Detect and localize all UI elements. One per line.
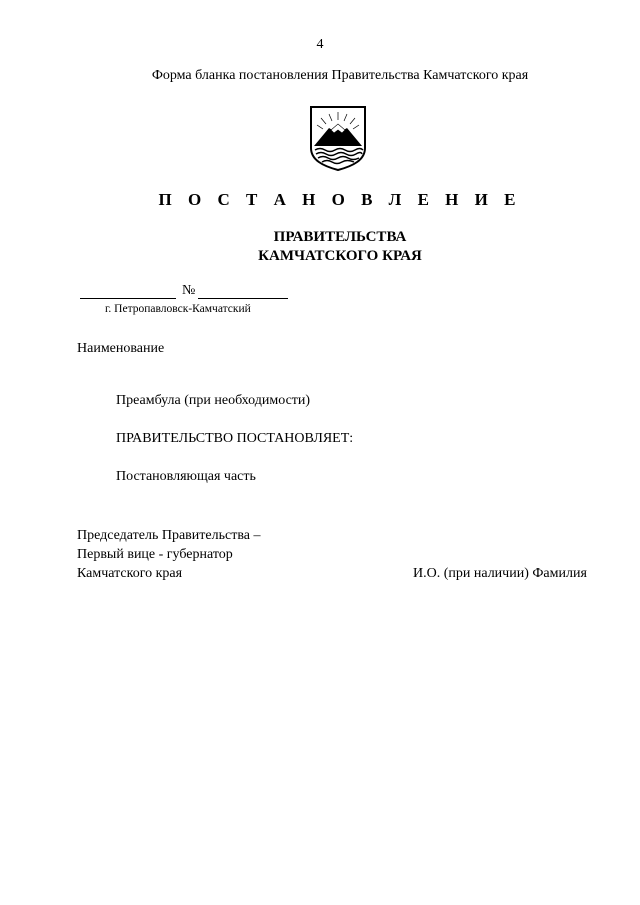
date-blank-line (80, 298, 176, 299)
authority-line-2: КАМЧАТСКОГО КРАЯ (258, 248, 422, 264)
number-sign: № (182, 283, 196, 298)
naming-text: Наименование (77, 341, 165, 356)
signatory-position-line-1: Председатель Правительства – (77, 528, 261, 543)
issuing-authority (0, 228, 640, 266)
kamchatka-coat-of-arms-icon (307, 104, 369, 172)
form-caption: Форма бланка постановления Правительства Камчатского края (151, 68, 529, 83)
city-label: г. Петропавловск-Камчатский (105, 303, 251, 315)
signatory-name: И.О. (при наличии) Фамилия (413, 566, 587, 581)
authority-line-1: ПРАВИТЕЛЬСТВА (273, 229, 407, 245)
document-title: П О С Т А Н О В Л Е Н И Е (158, 190, 522, 209)
operative-part-text: Постановляющая часть (116, 469, 256, 484)
resolves-text: ПРАВИТЕЛЬСТВО ПОСТАНОВЛЯЕТ: (116, 431, 354, 446)
preamble-text: Преамбула (при необходимости) (116, 393, 311, 408)
page-number: 4 (316, 37, 324, 52)
signatory-position-line-3: Камчатского края (77, 566, 183, 581)
signatory-position-line-2: Первый вице - губернатор (77, 547, 233, 562)
number-blank-line (198, 298, 288, 299)
